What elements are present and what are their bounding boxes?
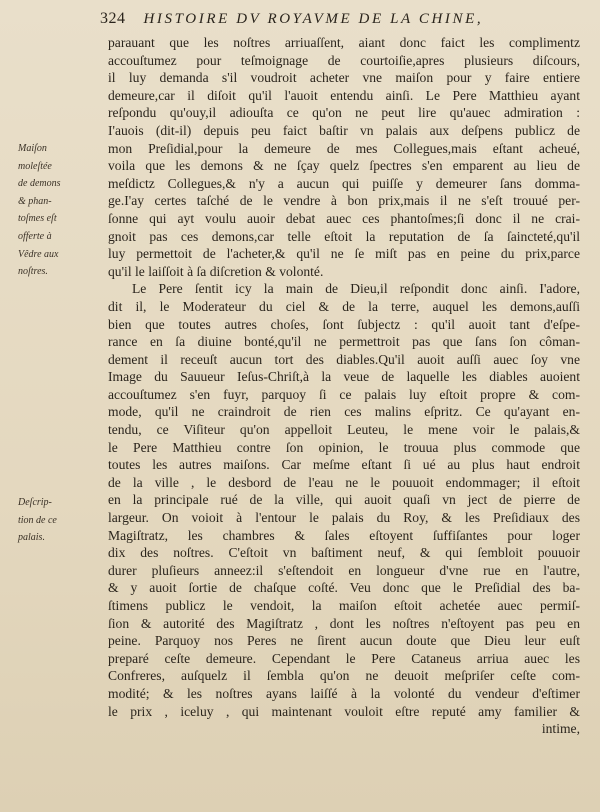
text-line: ge.I'ay certes taſché de le vendre à bon prix,mais il ne s'eſt trouué per-	[108, 193, 580, 209]
text-line: durer pluſieurs anneez:il s'eſtendoit en longueur d'vne rue en l'autre,	[108, 562, 580, 578]
margin-note-line: Maiſon	[18, 143, 47, 154]
text-line: bien que toutes autres choſes, ſont ſubjectz : qu'il auoit tant d'eſpe-	[108, 316, 580, 332]
body-text	[108, 34, 580, 738]
text-line: ſion & autorité des Magiſtratz , dont les noſtres n'eſtoyent pas peu en	[108, 615, 580, 631]
catchword: intime,	[541, 721, 580, 737]
text-line: mon Preſidial,pour la demeure de mes Collegues,mais eſtant acheué,	[108, 140, 580, 156]
margin-note-palace-description	[18, 494, 104, 547]
text-line: gnoit pas ces demons,car telle eſtoit la reputation de ſa ſaincteté,qu'il	[108, 228, 580, 244]
margin-note-line: tion de ce	[18, 514, 57, 526]
text-line: il luy demanda s'il voudroit acheter vne maiſon pour y faire entiere	[108, 70, 580, 86]
text-line: demeure,car il diſoit qu'il l'auoit entendu ainſi. Le Pere Matthieu ayant	[108, 87, 580, 103]
page-number: 324	[100, 10, 126, 27]
text-line: en la principale rué de la ville, qui auoit quaſi vn ject de pierre de	[108, 492, 580, 508]
text-line: voila que les demons & ne ſçay quelz ſpectres s'en emparent au lieu de	[108, 158, 580, 174]
margin-note-line: & phan-	[18, 195, 52, 207]
text-line: accouſtumez s'en fuyr, parquoy ſi ce palais luy eſtoit propre & com-	[108, 386, 580, 402]
text-line: le Pere Matthieu contre ſon opinion, le trouua plus commode que	[108, 439, 580, 455]
text-line: dit il, le Moderateur du ciel & de la terre, auquel les demons,auſſi	[108, 298, 580, 314]
text-line: reſpondu qu'ouy,il adiouſta ce qu'on ne peut lire qu'auec admiration :	[108, 105, 580, 121]
margin-note-line: Deſcrip-	[18, 497, 52, 508]
text-line: toutes les autres maiſons. Car meſme eſtant ſi ué au plus haut endroit	[108, 457, 580, 473]
text-line: ſonne qui ayt voulu auoir debat auec ces phantoſmes;ſi donc il ne crai-	[108, 210, 580, 226]
margin-note-line: de demons	[18, 178, 61, 190]
margin-note-line: noſtres.	[18, 266, 48, 278]
margin-note-line: Vêdre aux	[18, 248, 59, 260]
text-line: le prix , iceluy , qui maintenant vouloit eſtre reputé amy familier &	[108, 703, 580, 719]
margin-note-line: palais.	[18, 532, 45, 544]
text-line: rance en ſa diuine bonté,qu'il ne permettroit pas que ſans ſon côman-	[108, 334, 580, 350]
text-line: preparé ceſte demeure. Cependant le Pere Cataneus arriua auec les	[108, 650, 580, 666]
text-line: Confreres, auſquelz il ſembla qu'on ne deuoit meſpriſer ceſte com-	[108, 668, 580, 684]
text-line: mode, qu'il ne craindroit de rien ces malins eſpritz. Ce qu'ayant en-	[108, 404, 580, 420]
text-line: Le Pere ſentit icy la main de Dieu,il reſpondit donc ainſi. I'adore,	[132, 281, 580, 297]
margin-note-line: toſmes eſt	[18, 213, 57, 225]
text-line: ſtimens publicz le vendoit, la maiſon eſtoit achetée auec permiſ-	[108, 598, 580, 613]
text-line: largeur. On voioit à l'entour le palais du Roy, & les Preſidiaux des	[108, 510, 580, 526]
text-line: Image du Sauueur Ieſus-Chriſt,à la veue de laquelle les diables auoient	[108, 369, 580, 385]
page-header	[100, 10, 580, 32]
text-line: qu'il le laiſſoit à ſa diſcretion & volonté.	[108, 263, 324, 279]
text-line: de la ville , le desbord de l'eau ne le pouuoit endommager; il eſtoit	[108, 474, 580, 490]
text-line: parauant que les noſtres arriuaſſent, aiant donc faict les complimentz	[108, 35, 580, 50]
text-line: & y auoit ſortie de chaſque coſté. Veu donc que le Preſidial des ba-	[108, 580, 580, 596]
text-line: peine. Parquoy nos Peres ne ſirent aucun doute que Dieu leur euſt	[108, 633, 580, 649]
text-line: modité; & les noſtres ayans laiſſé à la volonté du vendeur d'eſtimer	[108, 685, 580, 701]
text-line: meſdictz Collegues,& n'y a aucun qui puiſſe y demeurer ſans domma-	[108, 175, 580, 191]
text-line: dix des noſtres. C'eſtoit vn baſtiment neuf, & qui ſembloit pouuoir	[108, 545, 580, 561]
text-line: luy permettoit de l'acheter,& qu'il ne ſe miſt pas en peine du prix,parce	[108, 246, 580, 262]
text-line: Magiſtratz, les chambres & ſales eſtoyent ſuffiſantes pour loger	[108, 527, 580, 543]
text-line: tendu, ce Viſiteur qu'on appelloit Leuteu, le mene voir le palais,&	[108, 422, 580, 438]
margin-note-haunted-house	[18, 140, 104, 281]
margin-note-line: moleſtée	[18, 160, 52, 172]
text-line: I'auois (dit-il) depuis peu faict baſtir vn palais aux deſpens publicz de	[108, 122, 580, 138]
text-line: accouſtumez pour teſmoignage de courtoiſie,apres plusieurs diſcours,	[108, 52, 580, 68]
text-line: dement il receuſt aucun tort des diables.Qu'il auoit auſſi auec ſoy vne	[108, 351, 580, 367]
running-title: HISTOIRE DV ROYAVME DE LA CHINE,	[143, 11, 484, 27]
margin-note-line: offerte à	[18, 230, 52, 242]
